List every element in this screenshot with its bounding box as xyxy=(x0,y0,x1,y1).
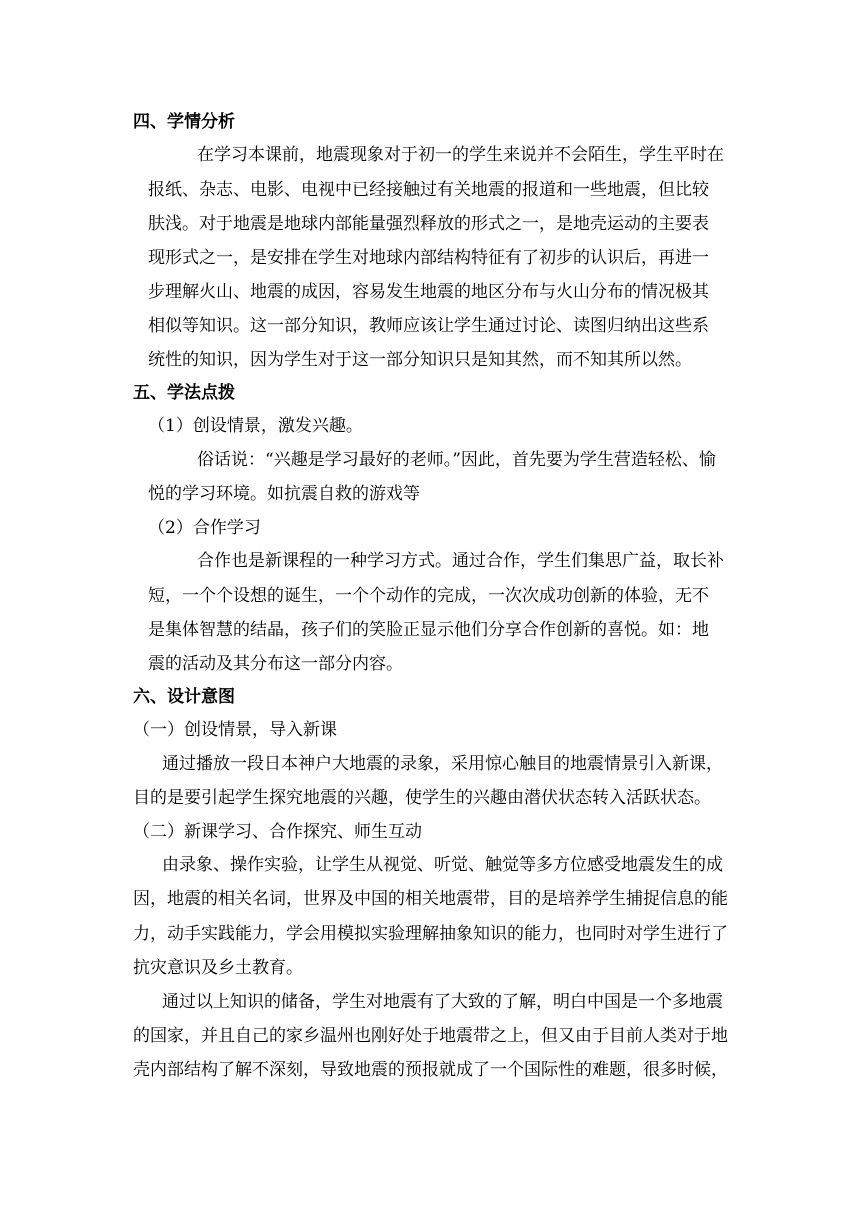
section-4-heading: 四、学情分析 xyxy=(133,112,235,132)
section-4-line-3: 肤浅。对于地震是地球内部能量强烈释放的形式之一，是地壳运动的主要表 xyxy=(148,214,709,234)
section-6-heading: 六、设计意图 xyxy=(133,687,235,707)
section-6-part-2-para-2-line-3: 壳内部结构了解不深刻，导致地震的预报就成了一个国际性的难题，很多时候， xyxy=(133,1060,728,1080)
section-4-line-5: 步理解火山、地震的成因，容易发生地震的地区分布与火山分布的情况极其 xyxy=(148,282,709,302)
section-6-part-2-para-2-line-1: 通过以上知识的储备，学生对地震有了大致的了解，明白中国是一个多地震 xyxy=(162,992,723,1012)
section-5-item-1-line-1: 俗话说：“兴趣是学习最好的老师。”因此，首先要为学生营造轻松、愉 xyxy=(197,450,716,470)
section-6-part-2-line-3: 力，动手实践能力，学会用模拟实验理解抽象知识的能力，也同时对学生进行了 xyxy=(133,924,728,944)
section-5-item-1-line-2: 悦的学习环境。如抗震自救的游戏等 xyxy=(148,484,420,504)
section-6-part-1-line-2: 目的是要引起学生探究地震的兴趣，使学生的兴趣由潜伏状态转入活跃状态。 xyxy=(133,788,711,808)
section-5-heading: 五、学法点拨 xyxy=(133,383,235,403)
section-5-item-2-title: （2）合作学习 xyxy=(148,518,261,538)
section-5-item-2-line-3: 是集体智慧的结晶，孩子们的笑脸正显示他们分享合作创新的喜悦。如：地 xyxy=(148,620,709,640)
section-5-item-2-line-4: 震的活动及其分布这一部分内容。 xyxy=(148,654,403,674)
section-4-line-6: 相似等知识。这一部分知识，教师应该让学生通过讨论、读图归纳出这些系 xyxy=(148,316,709,336)
section-6-part-2-line-4: 抗灾意识及乡土教育。 xyxy=(133,958,303,978)
section-6-part-2-line-2: 因，地震的相关名词，世界及中国的相关地震带，目的是培养学生捕捉信息的能 xyxy=(133,889,728,909)
section-6-part-2-title: （二）新课学习、合作探究、师生互动 xyxy=(133,822,422,842)
section-4-line-4: 现形式之一，是安排在学生对地球内部结构特征有了初步的认识后，再进一 xyxy=(148,248,709,268)
section-6-part-1-title: （一）创设情景，导入新课 xyxy=(133,720,337,740)
section-6-part-1-line-1: 通过播放一段日本神户大地震的录象，采用惊心触目的地震情景引入新课， xyxy=(162,754,723,774)
section-4-line-7: 统性的知识，因为学生对于这一部分知识只是知其然，而不知其所以然。 xyxy=(148,350,692,370)
section-6-part-2-line-1: 由录象、操作实验，让学生从视觉、听觉、触觉等多方位感受地震发生的成 xyxy=(162,855,723,875)
section-5-item-2-line-1: 合作也是新课程的一种学习方式。通过合作，学生们集思广益，取长补 xyxy=(197,551,724,571)
section-6-part-2-para-2-line-2: 的国家，并且自己的家乡温州也刚好处于地震带之上，但又由于目前人类对于地 xyxy=(133,1026,728,1046)
section-5-item-1-title: （1）创设情景，激发兴趣。 xyxy=(148,416,363,436)
section-4-line-1: 在学习本课前，地震现象对于初一的学生来说并不会陌生，学生平时在 xyxy=(197,145,724,165)
section-4-line-2: 报纸、杂志、电影、电视中已经接触过有关地震的报道和一些地震，但比较 xyxy=(148,180,709,200)
section-5-item-2-line-2: 短，一个个设想的诞生，一个个动作的完成，一次次成功创新的体验，无不 xyxy=(148,586,709,606)
